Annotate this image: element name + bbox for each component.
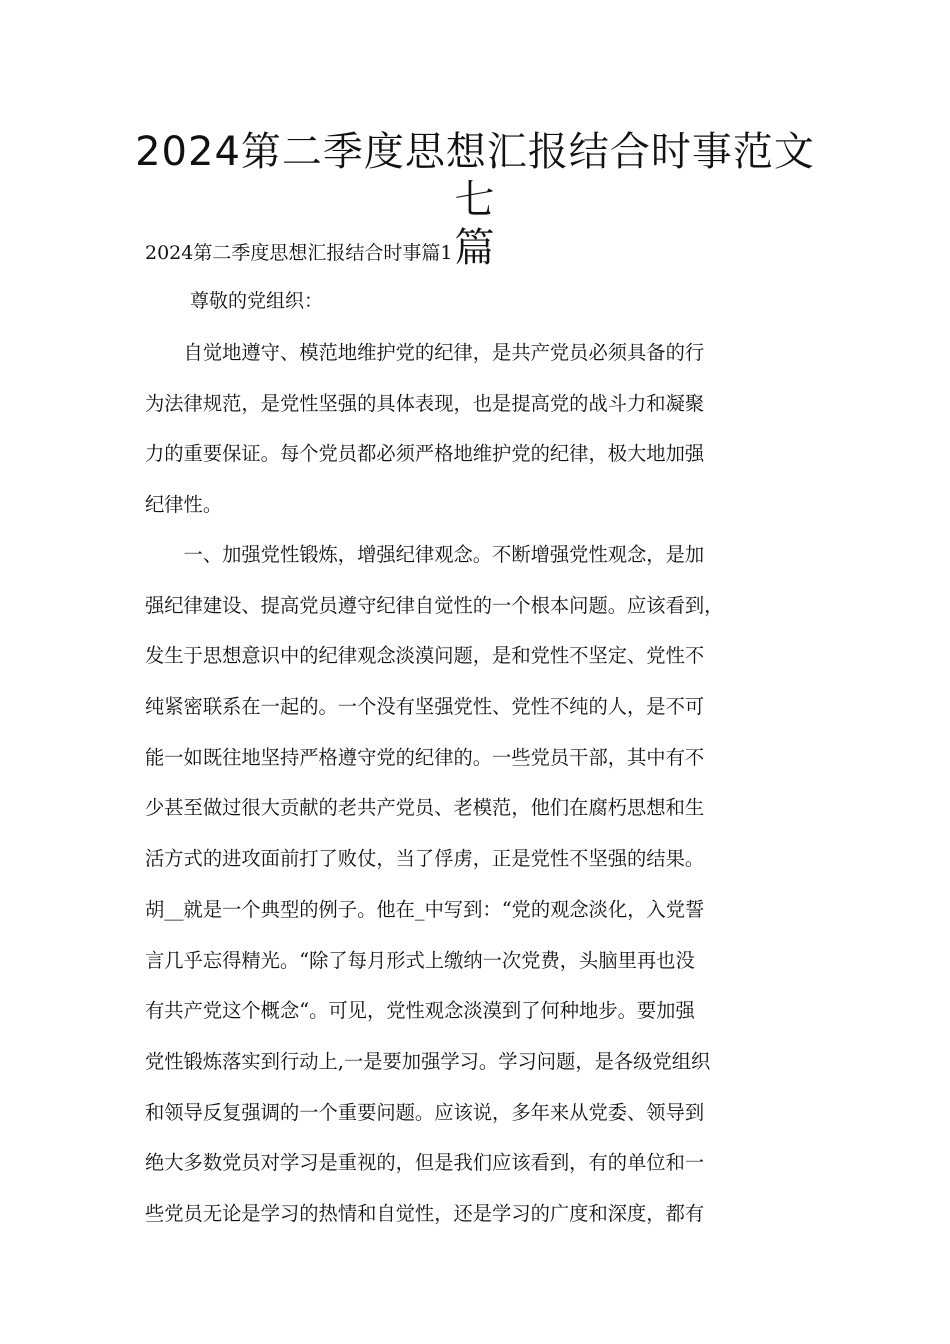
paragraph-line: 一、加强党性锻炼，增强纪律观念。不断增强党性观念，是加: [145, 543, 705, 566]
title-line-2: 篇: [454, 225, 496, 271]
paragraph-line: 自觉地遵守、模范地维护党的纪律，是共产党员必须具备的行: [145, 341, 705, 364]
salutation: 尊敬的党组织：: [190, 290, 324, 312]
paragraph-line: 纯紧密联系在一起的。一个没有坚强党性、党性不纯的人，是不可: [145, 695, 705, 719]
paragraph-line: 和领导反复强调的一个重要问题。应该说，多年来从党委、领导到: [145, 1100, 705, 1124]
paragraph-line: 少甚至做过很大贡献的老共产党员、老模范，他们在腐朽思想和生: [145, 796, 705, 820]
paragraph-line: 有共产党这个概念“。可见，党性观念淡漠到了何种地步。要加强: [145, 999, 695, 1023]
paragraph-line: 胡__就是一个典型的例子。他在_中写到：“党的观念淡化，入党誓: [145, 897, 705, 921]
paragraph-line: 党性锻炼落实到行动上,一是要加强学习。学习问题，是各级党组织: [145, 1049, 711, 1073]
paragraph-line: 强纪律建设、提高党员遵守纪律自觉性的一个根本问题。应该看到，: [145, 593, 724, 617]
paragraph-line: 纪律性。: [145, 493, 223, 517]
paragraph-line: 发生于思想意识中的纪律观念淡漠问题，是和党性不坚定、党性不: [145, 644, 705, 668]
paragraph-line: 力的重要保证。每个党员都必须严格地维护党的纪律，极大地加强: [145, 442, 705, 466]
paragraph-line: 些党员无论是学习的热情和自觉性，还是学习的广度和深度，都有: [145, 1201, 705, 1225]
paragraph-line: 能一如既往地坚持严格遵守党的纪律的。一些党员干部，其中有不: [145, 745, 705, 769]
paragraph-line: 为法律规范，是党性坚强的具体表现，也是提高党的战斗力和凝聚: [145, 391, 705, 415]
paragraph-line: 绝大多数党员对学习是重视的，但是我们应该看到，有的单位和一: [145, 1151, 705, 1175]
paragraph-line: 言几乎忘得精光。“除了每月形式上缴纳一次党费，头脑里再也没: [145, 948, 695, 972]
paragraph: [145, 540, 805, 1250]
paragraph-line: 活方式的进攻面前打了败仗，当了俘虏，正是党性不坚强的结果。: [145, 847, 705, 871]
paragraph: [145, 338, 805, 541]
title-line-1: 2024第二季度思想汇报结合时事范文七: [135, 129, 815, 223]
section-heading: 2024第二季度思想汇报结合时事篇1: [145, 242, 453, 264]
